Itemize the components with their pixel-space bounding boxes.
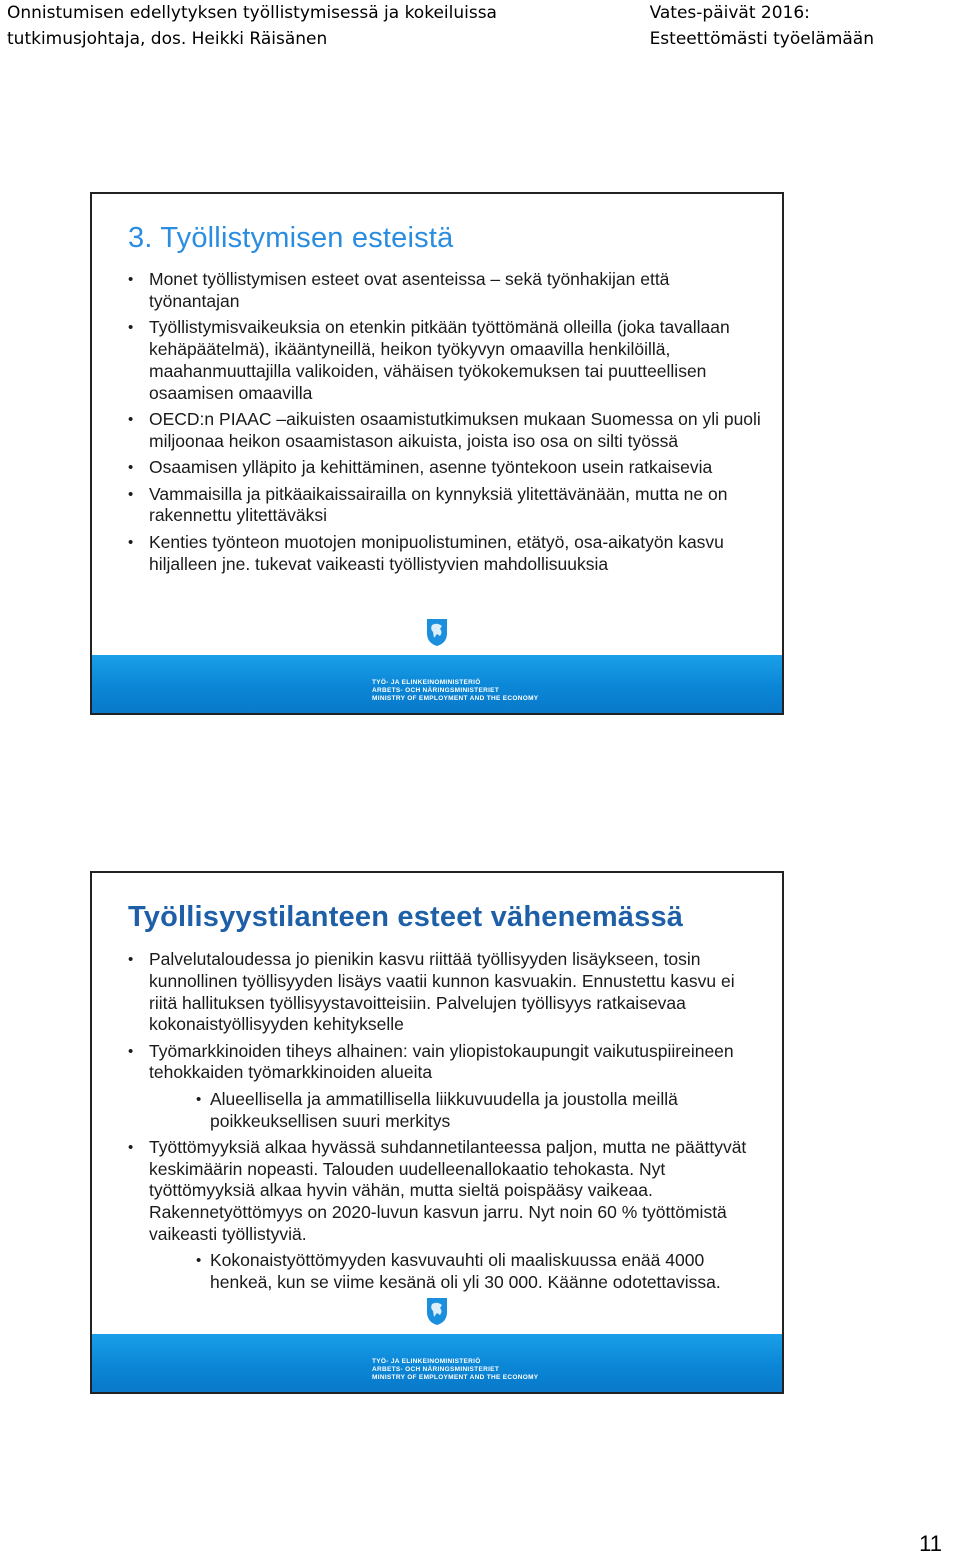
bullet: • Monet työllistymisen esteet ovat asenteissa – sekä työnhakijan että työnantajan — [92, 269, 782, 313]
slide-2-title: Työllisyystilanteen esteet vähenemässä — [128, 901, 684, 933]
bullet: • Työttömyyksiä alkaa hyvässä suhdannetilanteessa paljon, mutta ne päättyvät keskimäärin nopeasti. Talouden uudelleenallokaatio tehokasta. Nyt työttömyyksiä alkaa hyvin vähän, mutta sieltä poispääsy vaikeaa. Rakennetyöttömyys on 2020-luvun kasvun jarru. Nyt noin 60 % työttömistä vaikeasti työllistyviä. — [92, 1137, 782, 1246]
bullet: • Työmarkkinoiden tiheys alhainen: vain yliopistokaupungit vaikutuspiireineen tehokkaiden työmarkkinoiden alueita — [92, 1041, 782, 1085]
bullet: • OECD:n PIAAC –aikuisten osaamistutkimuksen mukaan Suomessa on yli puoli miljoonaa heikon osaamistason aikuista, joista iso osa on silti työssä — [92, 409, 782, 453]
bullet: • Työllistymisvaikeuksia on etenkin pitkään työttömänä olleilla (joka tavallaan kehäpäätelmä), ikääntyneillä, heikon työkyvyn omaavilla henkilöillä, maahanmuuttajilla valikoiden, vähäisen työkokemuksen tai puutteellisen osaamisen omaavilla — [92, 317, 782, 404]
ministry-logo-text: TYÖ- JA ELINKEINOMINISTERIÖ ARBETS- OCH NÄRINGSMINISTERIET MINISTRY OF EMPLOYMENT AND THE ECONOMY — [372, 1358, 539, 1381]
sub-bullet: • Alueellisella ja ammatillisella liikkuvuudella ja joustolla meillä poikkeuksellisen suuri merkitys — [92, 1089, 782, 1133]
bullet: • Kenties työnteon muotojen monipuolistuminen, etätyö, osa-aikatyön kasvu hiljalleen jne. tukevat vaikeasti työllistyvien mahdollisuuksia — [92, 532, 782, 576]
header-left — [7, 0, 497, 52]
sub-bullet: • Kokonaistyöttömyyden kasvuvauhti oli maaliskuussa enää 4000 henkeä, kun se viime kesänä oli yli 30 000. Käänne odotettavissa. — [92, 1250, 782, 1294]
page-number: 11 — [919, 1531, 942, 1556]
slide-2 — [90, 871, 784, 1394]
header-seminar: Vates-päivät 2016: — [649, 3, 810, 23]
header-right — [650, 0, 874, 52]
bullet: • Vammaisilla ja pitkäaikaissairailla on kynnyksiä ylitettävänään, mutta ne on rakennettu ylitettäväksi — [92, 484, 782, 528]
finnish-lion-crest-icon — [425, 1296, 449, 1326]
header-author: tutkimusjohtaja, dos. Heikki Räisänen — [7, 29, 328, 49]
ministry-footer-band — [92, 1334, 782, 1392]
slide-1 — [90, 192, 784, 715]
slide-1-bullets — [92, 269, 782, 580]
bullet: • Palvelutaloudessa jo pienikin kasvu riittää työllisyyden lisäykseen, tosin kunnollinen työllisyyden lisäys vaatii kunnon kasvuakin. Ennustettu kasvu ei riitä hallituksen työllisyystavoitteisiin. Palvelujen työllisyys ratkaisevaa kokonaistyöllisyyden kehitykselle — [92, 949, 782, 1036]
header-event-title: Onnistumisen edellytyksen työllistymisessä ja kokeiluissa — [7, 3, 497, 23]
bullet: • Osaamisen ylläpito ja kehittäminen, asenne työntekoon usein ratkaisevia — [92, 457, 782, 479]
slide-2-bullets — [92, 949, 782, 1298]
slide-1-title: 3. Työllistymisen esteistä — [128, 222, 454, 254]
ministry-footer-band — [92, 655, 782, 713]
ministry-logo-text: TYÖ- JA ELINKEINOMINISTERIÖ ARBETS- OCH NÄRINGSMINISTERIET MINISTRY OF EMPLOYMENT AND THE ECONOMY — [372, 679, 539, 702]
finnish-lion-crest-icon — [425, 617, 449, 647]
header-seminar-theme: Esteettömästi työelämään — [649, 29, 874, 49]
